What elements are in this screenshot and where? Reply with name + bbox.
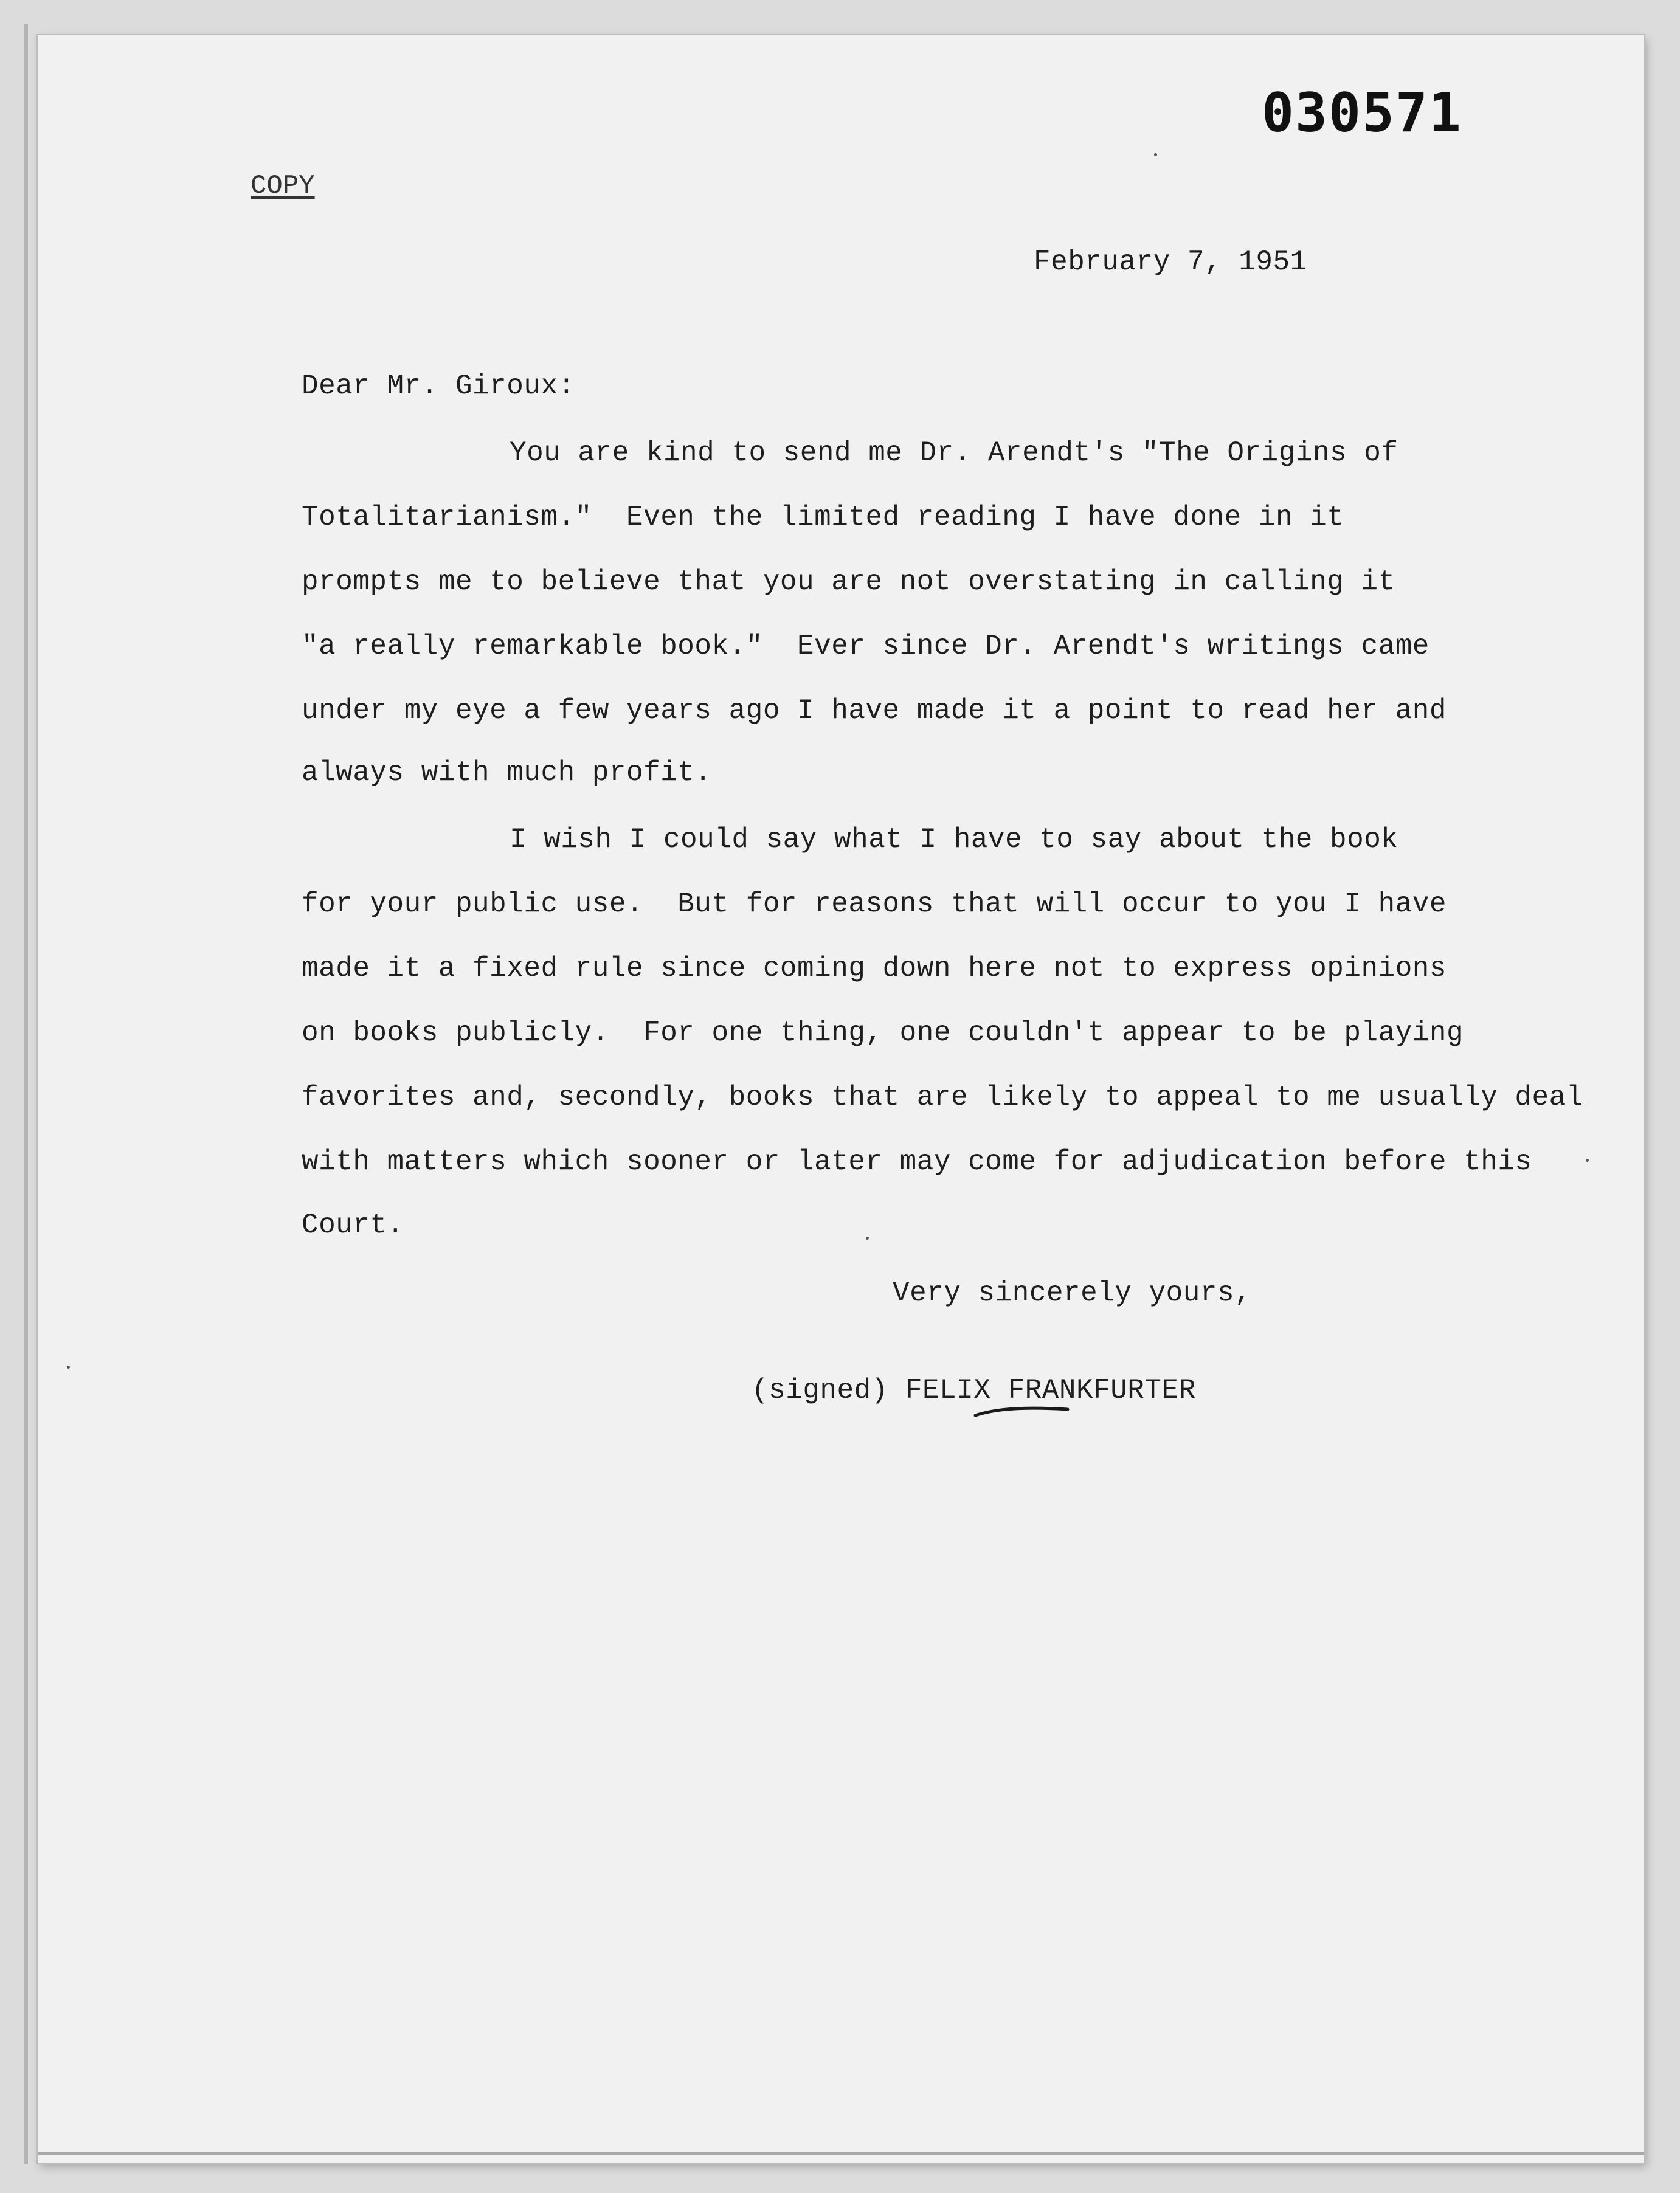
body-line: favorites and, secondly, books that are likely to appeal to me usually deal xyxy=(302,1082,1583,1113)
body-line: You are kind to send me Dr. Arendt's "The Origins of xyxy=(510,437,1398,469)
binding-edge xyxy=(24,24,28,2164)
signature-underline-mark xyxy=(973,1402,1070,1420)
scan-speck xyxy=(866,1237,869,1240)
scan-speck xyxy=(1154,153,1157,156)
signature-line: (signed) FELIX FRANKFURTER xyxy=(752,1375,1196,1406)
body-line: for your public use. But for reasons that will occur to you I have xyxy=(302,888,1447,920)
scan-speck xyxy=(1586,1159,1589,1162)
body-line: I wish I could say what I have to say about the book xyxy=(510,824,1398,855)
body-line: on books publicly. For one thing, one couldn't appear to be playing xyxy=(302,1017,1464,1049)
document-number: 030571 xyxy=(1262,81,1462,144)
body-line: prompts me to believe that you are not overstating in calling it xyxy=(302,566,1395,598)
body-line: made it a fixed rule since coming down here not to express opinions xyxy=(302,953,1447,984)
body-line: under my eye a few years ago I have made it a point to read her and xyxy=(302,695,1447,727)
salutation: Dear Mr. Giroux: xyxy=(302,370,575,402)
letter-date: February 7, 1951 xyxy=(1034,246,1307,278)
scan-speck xyxy=(67,1366,70,1369)
body-line: with matters which sooner or later may come for adjudication before this xyxy=(302,1146,1532,1178)
closing: Very sincerely yours, xyxy=(893,1277,1252,1309)
sheet-bottom-edge xyxy=(38,2152,1644,2155)
copy-label: COPY xyxy=(251,171,315,201)
body-line: Totalitarianism." Even the limited reading I have done in it xyxy=(302,502,1344,533)
body-line: "a really remarkable book." Ever since Dr. Arendt's writings came xyxy=(302,630,1429,662)
body-line: always with much profit. xyxy=(302,757,712,789)
body-line: Court. xyxy=(302,1209,404,1241)
